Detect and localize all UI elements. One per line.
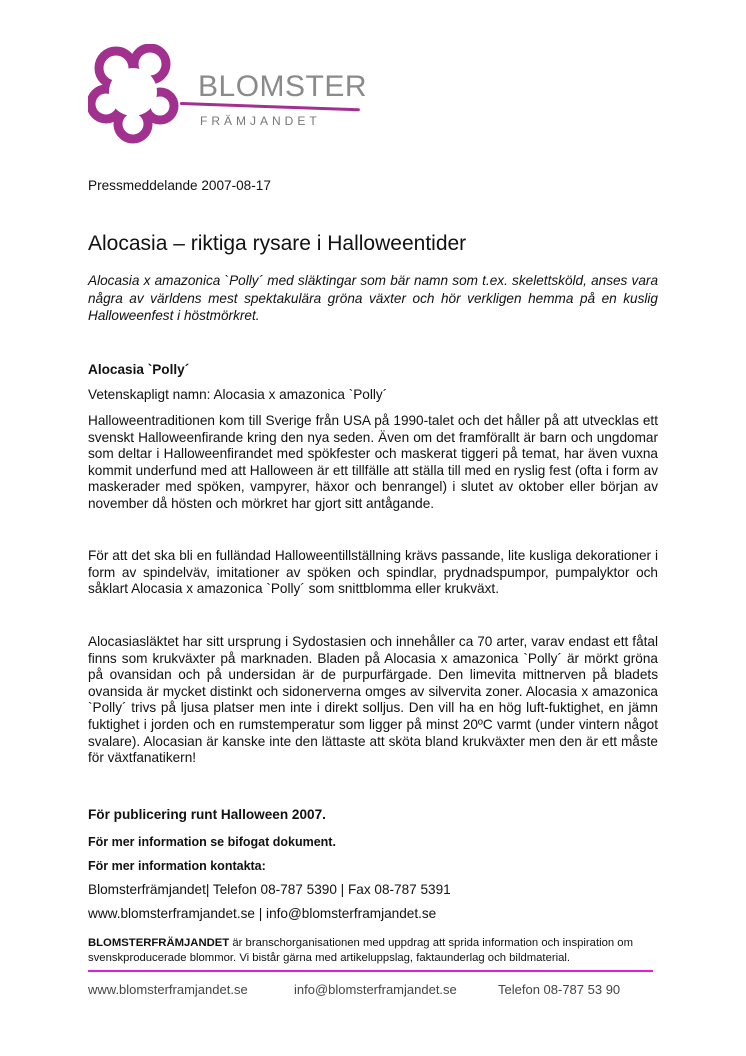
contact-line: Blomsterfrämjandet| Telefon 08-787 5390 | Fax 08-787 5391	[88, 882, 451, 897]
section-heading: Alocasia `Polly´	[88, 362, 190, 377]
footer-rule	[88, 970, 653, 972]
paragraph-3: Alocasiasläktet har sitt ursprung i Sydostasien och innehåller ca 70 arter, varav endast ett fåtal finns som krukväxter på marknaden. Bladen på Alocasia x amazonica `Polly´ är mörkt gröna på ovansidan och på undersidan är de purpurfärgade. Den limevita mittnerven på bladets ovansida är mycket distinkt och sidonerverna omges av silvervita zoner. Alocasia x amazonica `Polly´ trivs på ljusa platser men inte i direkt solljus. Den vill ha en hög luft-fuktighet, en jämn fuktighet i jorden och en rumstemperatur som ligger på minst 20ºC varmt (under vintern något svalare). Alocasian är kanske inte den lättaste att sköta bland krukväxter men den är ett måste för växtfanatikern!	[88, 634, 658, 766]
page-title: Alocasia – riktiga rysare i Halloweentider	[88, 232, 467, 255]
logo-subtitle: FRÄMJANDET	[200, 114, 321, 128]
paragraph-1: Halloweentraditionen kom till Sverige från USA på 1990-talet och det håller på att utvecklas ett svenskt Halloweenfirande kring den nya seden. Även om det framförallt är barn och ungdomar som deltar i Halloweenfirandet med spökfester och maskerat tiggeri på temat, har även vuxna kommit underfund med att Halloween är ett tillfälle att ställa till med en ryslig fest (ofta i form av maskerader med spöken, vampyrer, häxor och benrangel) i slutet av oktober eller början av november då hösten och mörkret har gjort sitt antågande.	[88, 413, 658, 511]
web-line: www.blomsterframjandet.se | info@blomsterframjandet.se	[88, 906, 437, 921]
dateline: Pressmeddelande 2007-08-17	[88, 178, 271, 193]
about-text	[88, 936, 658, 965]
footer-email[interactable]: info@blomsterframjandet.se	[294, 982, 457, 997]
about-description: är branschorganisationen med uppdrag att sprida information och inspiration om svenskproducerade blommor. Vi bistår gärna med artikeluppslag, faktaunderlag och bildmaterial.	[88, 937, 633, 964]
more-info-contact: För mer information kontakta:	[88, 859, 266, 873]
intro: Alocasia x amazonica `Polly´ med släktingar som bär namn som t.ex. skelettsköld, anses vara några av världens mest spektakulära gröna växter och hör verkligen hemma på en kuslig Halloweenfest i höstmörkret.	[88, 273, 658, 323]
logo	[88, 44, 368, 144]
flower-logo-icon	[88, 44, 183, 144]
scientific-name: Vetenskapligt namn: Alocasia x amazonica `Polly´	[88, 387, 388, 402]
logo-wordmark: BLOMSTER	[198, 70, 368, 103]
publish-note: För publicering runt Halloween 2007.	[88, 807, 326, 822]
paragraph-2: För att det ska bli en fulländad Halloweentillställning krävs passande, lite kusliga dekorationer i form av spindelväv, imitationer av spöken och spindlar, prydnadspumpor, pumpalyktor och såklart Alocasia x amazonica `Polly´ som snittblomma eller krukväxt.	[88, 548, 658, 597]
footer-phone: Telefon 08-787 53 90	[498, 982, 621, 997]
more-info-doc: För mer information se bifogat dokument.	[88, 835, 336, 849]
footer-website[interactable]: www.blomsterframjandet.se	[88, 982, 248, 997]
about-org: BLOMSTERFRÄMJANDET	[88, 937, 230, 949]
